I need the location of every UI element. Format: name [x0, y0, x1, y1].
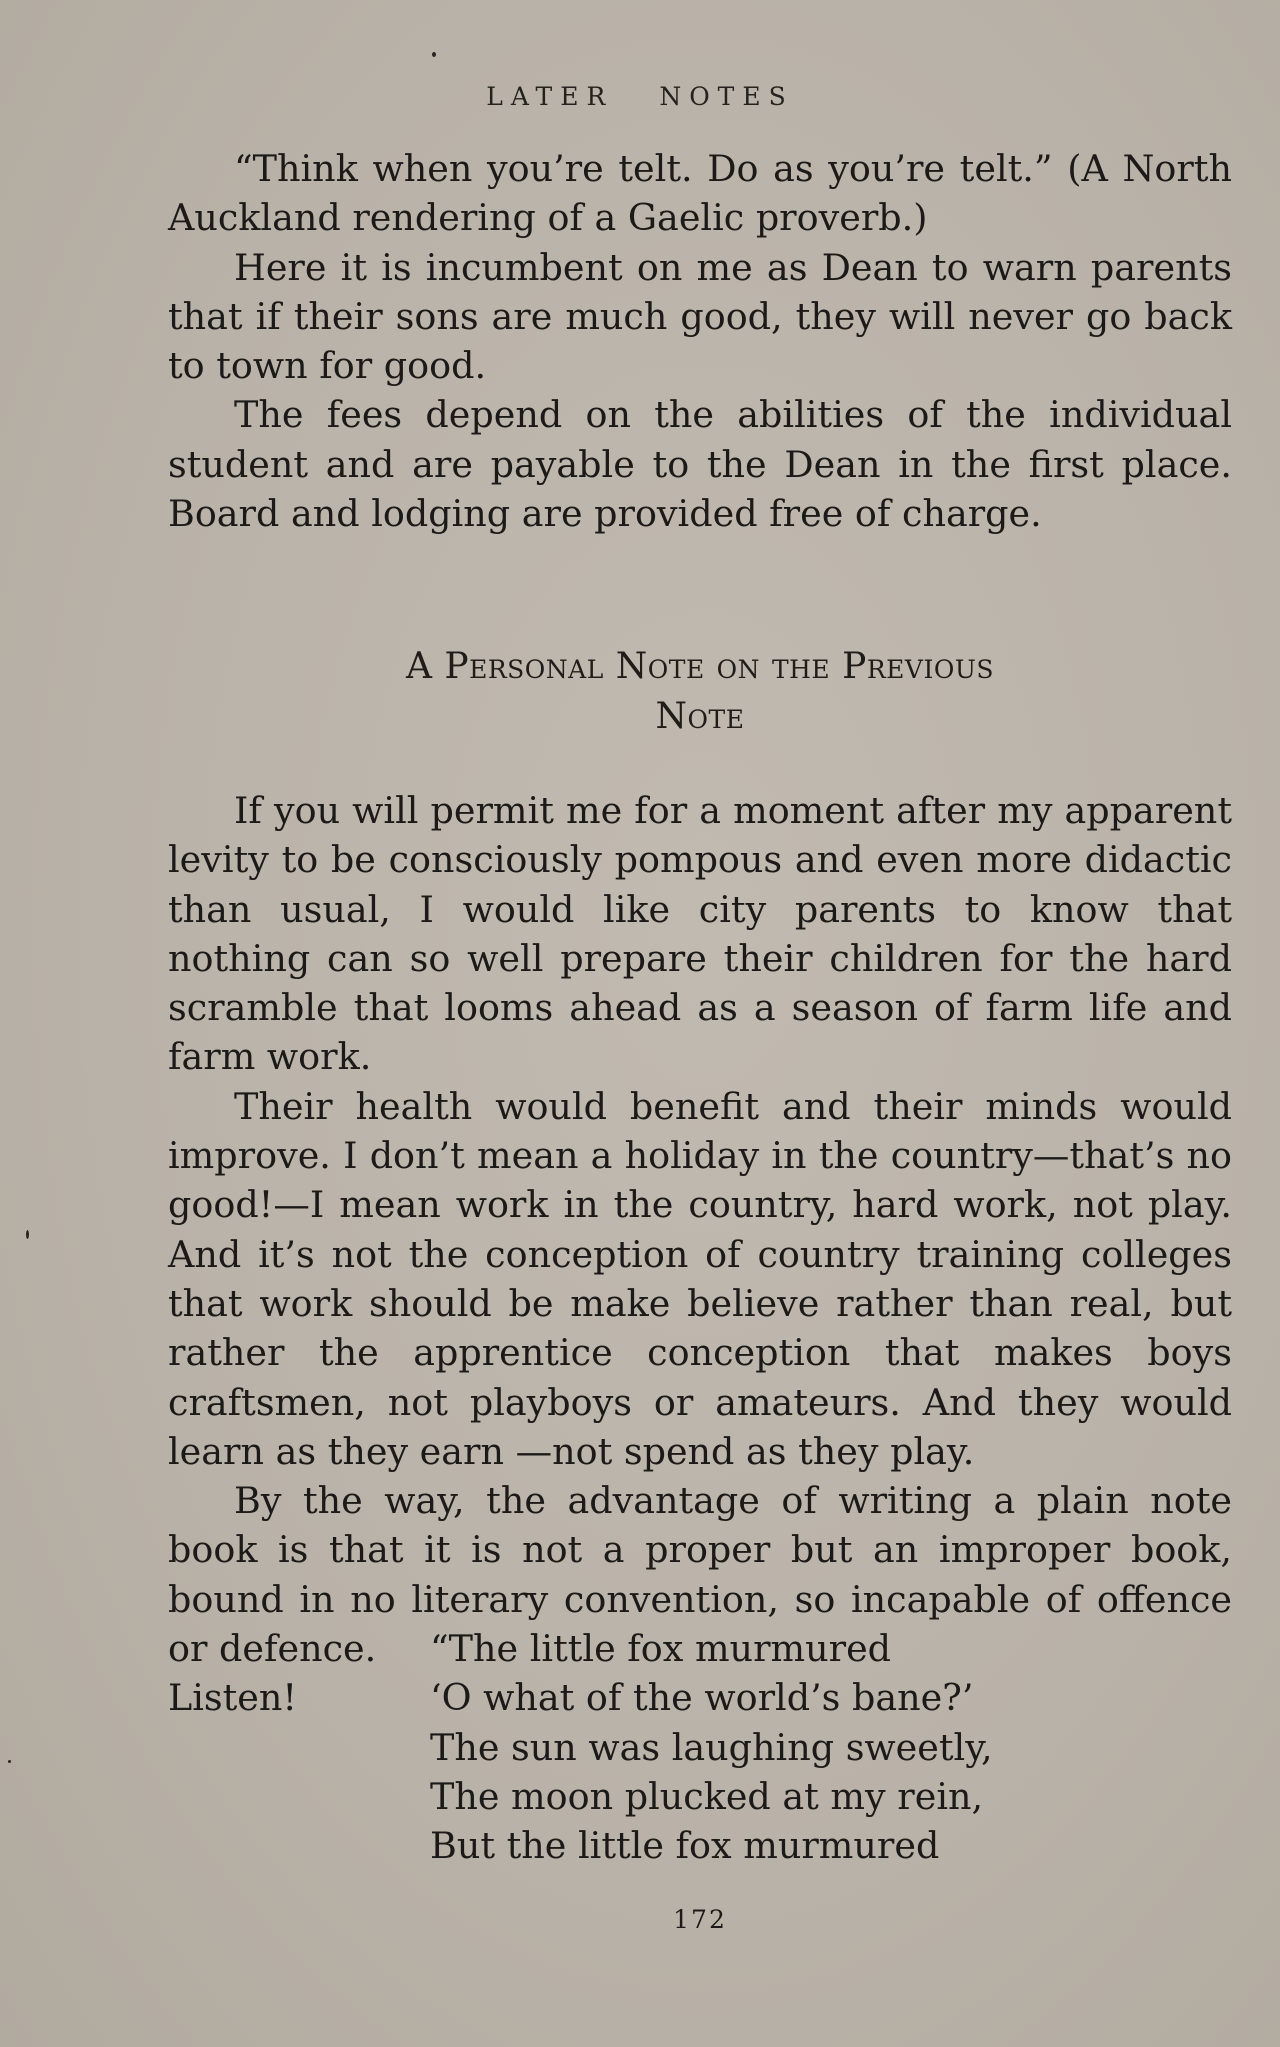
- running-head-left: LATER: [486, 82, 614, 111]
- page-speck: [8, 1760, 11, 1763]
- poem-line: The sun was laughing sweetly,: [430, 1725, 993, 1769]
- intro-text: [168, 144, 1232, 538]
- paragraph: By the way, the advantage of writing a plain note book is that it is not a proper but an improper book, bound in no literary convention, so incapable of offence or defence.: [168, 1479, 1232, 1671]
- poem-line: ‘O what of the world’s bane?’: [430, 1676, 974, 1720]
- paragraph: “Think when you’re telt. Do as you’re telt.” (A North Auckland rendering of a Gaelic proverb.): [168, 147, 1232, 240]
- running-head-right: NOTES: [659, 82, 794, 111]
- running-head: [0, 82, 1280, 111]
- paragraph: If you will permit me for a moment after my apparent levity to be consciously pompous and even more didactic than usual, I would like city parents to know that nothing can so well prepare their children for the hard scramble that looms ahead as a season of farm life and farm work.: [168, 789, 1232, 1079]
- page-number: 172: [673, 1905, 727, 1934]
- page-speck: [26, 1230, 29, 1239]
- poem: [430, 1624, 993, 1870]
- section-heading-line-2: Note: [655, 696, 745, 737]
- page-speck: [432, 52, 436, 57]
- paragraph-listen: Listen!: [168, 1676, 298, 1720]
- paragraph: The fees depend on the abilities of the individual student and are payable to the Dean in the first place. Board and lodging are provided free of charge.: [168, 393, 1232, 536]
- poem-line: But the little fox murmured: [430, 1824, 940, 1868]
- paragraph: Here it is incumbent on me as Dean to warn parents that if their sons are much good, they will never go back to town for good.: [168, 245, 1232, 388]
- section-heading: [0, 642, 1280, 742]
- poem-line: The moon plucked at my rein,: [430, 1774, 984, 1818]
- section-heading-line-1: A Personal Note on the Previous: [405, 646, 995, 687]
- poem-line: “The little fox murmured: [430, 1627, 892, 1670]
- paragraph: Their health would benefit and their minds would improve. I don’t mean a holiday in the country—that’s no good!—I mean work in the country, hard work, not play. And it’s not the conception of country training colleges that work should be make believe rather than real, but rather the apprentice conception that makes boys craftsmen, not playboys or amateurs. And they would learn as they earn —not spend as they play.: [168, 1084, 1232, 1473]
- section-text: [168, 786, 1232, 1723]
